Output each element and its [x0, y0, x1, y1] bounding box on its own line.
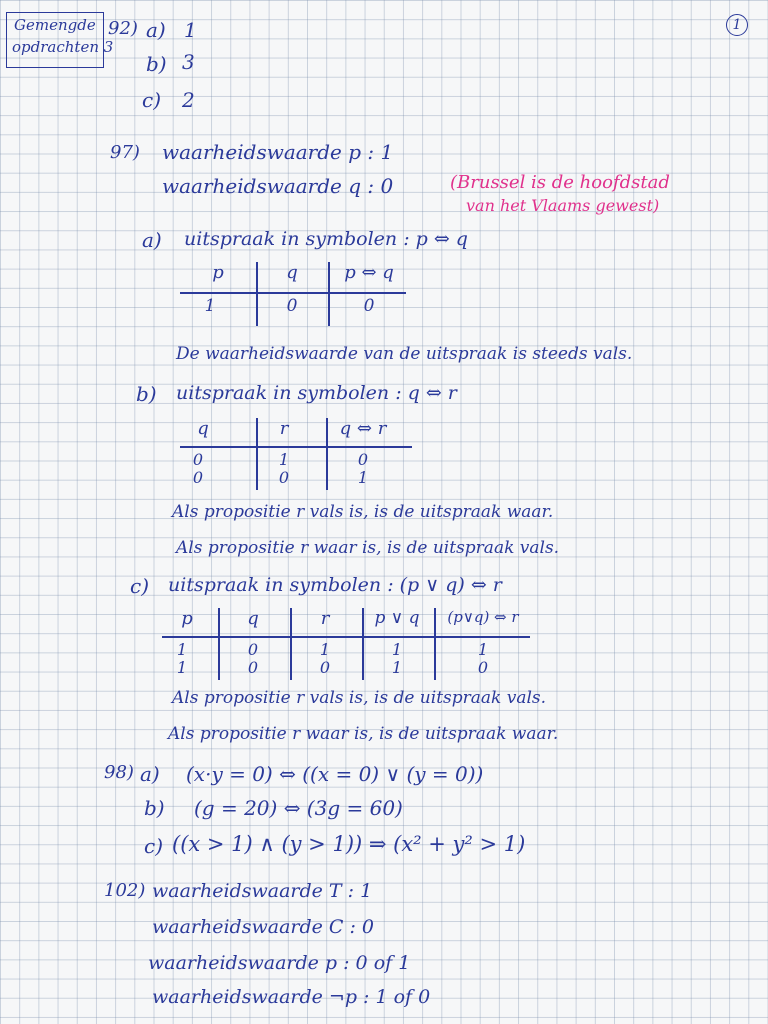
table-c-cell: 0	[477, 658, 489, 677]
table-c-divider	[362, 608, 364, 680]
table-a-divider	[328, 262, 330, 326]
truth-table-c	[162, 608, 532, 680]
ex98-c-letter: c)	[144, 834, 164, 858]
ex97-note-line-1: (Brussel is de hoofdstad	[450, 172, 670, 193]
table-b-cell: 0	[192, 468, 204, 487]
table-a-cell: 0	[363, 296, 375, 316]
ex92-label: 92)	[108, 18, 138, 39]
ex97-b-statement: uitspraak in symbolen : q ⇔ r	[176, 382, 457, 404]
ex98-c-formula: ((x > 1) ∧ (y > 1)) ⇒ (x² + y² > 1)	[172, 832, 526, 856]
table-b-header-r: r	[279, 418, 289, 439]
ex102-line-2: waarheidswaarde C : 0	[152, 916, 375, 938]
title-line-1: Gemengde	[14, 16, 96, 34]
table-b-cell: 1	[278, 450, 290, 469]
ex97-a-conclusion: De waarheidswaarde van de uitspraak is steeds vals.	[176, 344, 633, 364]
table-a-cell: 0	[286, 296, 298, 316]
table-c-cell: 1	[176, 658, 188, 677]
page-number	[726, 14, 748, 36]
ex92-a-value: 1	[184, 18, 197, 42]
ex102-line-3: waarheidswaarde p : 0 of 1	[148, 952, 411, 974]
ex97-c-conclusion-2: Als propositie r waar is, is de uitspraak waar.	[168, 724, 559, 744]
table-a-header-p: p	[212, 262, 224, 283]
table-c-header-pvq: p ∨ q	[374, 608, 420, 628]
ex97-c-letter: c)	[130, 574, 150, 598]
ex98-a-formula: (x·y = 0) ⇔ ((x = 0) ∨ (y = 0))	[186, 762, 484, 786]
ex97-a-letter: a)	[142, 228, 162, 252]
ex97-c-conclusion-1: Als propositie r vals is, is de uitspraak vals.	[172, 688, 547, 708]
table-c-cell: 1	[391, 658, 403, 677]
table-c-header-r: r	[320, 608, 330, 629]
table-c-header-result: (p∨q) ⇔ r	[447, 608, 519, 626]
ex98-b-letter: b)	[144, 796, 165, 820]
table-a-header-pq: p ⇔ q	[344, 262, 394, 283]
ex102-line-4: waarheidswaarde ¬p : 1 of 0	[152, 986, 431, 1008]
ex98-label: 98)	[104, 762, 134, 783]
table-b-header-q: q	[197, 418, 209, 439]
table-c-divider	[218, 608, 220, 680]
ex102-label: 102)	[104, 880, 146, 901]
table-b-cell: 0	[278, 468, 290, 487]
ex97-label: 97)	[110, 142, 140, 163]
table-b-divider	[180, 446, 412, 448]
ex98-b-formula: (g = 20) ⇔ (3g = 60)	[194, 796, 403, 820]
table-b-header-qr: q ⇔ r	[339, 418, 387, 439]
ex92-a-letter: a)	[146, 18, 166, 42]
table-b-cell: 1	[357, 468, 369, 487]
title-line-2: opdrachten 3	[12, 38, 114, 56]
ex97-b-conclusion-2: Als propositie r waar is, is de uitspraak vals.	[176, 538, 560, 558]
table-b-cell: 0	[357, 450, 369, 469]
ex98-a-letter: a)	[140, 762, 160, 786]
table-c-header-q: q	[247, 608, 259, 629]
table-c-cell: 1	[176, 640, 188, 659]
ex97-a-statement: uitspraak in symbolen : p ⇔ q	[184, 228, 468, 250]
table-a-divider	[180, 292, 406, 294]
table-a-cell: 1	[204, 296, 216, 316]
truth-table-b	[180, 418, 416, 490]
table-c-cell: 1	[477, 640, 489, 659]
table-c-header-p: p	[181, 608, 193, 629]
table-c-divider	[290, 608, 292, 680]
ex92-b-letter: b)	[146, 52, 167, 76]
table-c-cell: 0	[247, 658, 259, 677]
ex97-b-conclusion-1: Als propositie r vals is, is de uitspraak waar.	[172, 502, 554, 522]
table-c-cell: 0	[247, 640, 259, 659]
table-c-divider	[434, 608, 436, 680]
ex97-line-p: waarheidswaarde p : 1	[162, 140, 394, 164]
ex92-c-letter: c)	[142, 88, 162, 112]
page-number-text: 1	[732, 17, 742, 33]
table-c-cell: 0	[319, 658, 331, 677]
table-a-header-q: q	[286, 262, 298, 283]
ex92-b-value: 3	[182, 50, 195, 74]
ex97-c-statement: uitspraak in symbolen : (p ∨ q) ⇔ r	[168, 574, 502, 596]
ex97-note-line-2: van het Vlaams gewest)	[466, 196, 660, 215]
ex92-c-value: 2	[182, 88, 195, 112]
table-a-divider	[256, 262, 258, 326]
ex102-line-1: waarheidswaarde T : 1	[152, 880, 373, 902]
table-b-divider	[256, 418, 258, 490]
ex97-line-q: waarheidswaarde q : 0	[162, 174, 394, 198]
table-c-cell: 1	[391, 640, 403, 659]
ex97-b-letter: b)	[136, 382, 157, 406]
table-b-divider	[326, 418, 328, 490]
table-b-cell: 0	[192, 450, 204, 469]
truth-table-a	[180, 262, 410, 326]
table-c-cell: 1	[319, 640, 331, 659]
